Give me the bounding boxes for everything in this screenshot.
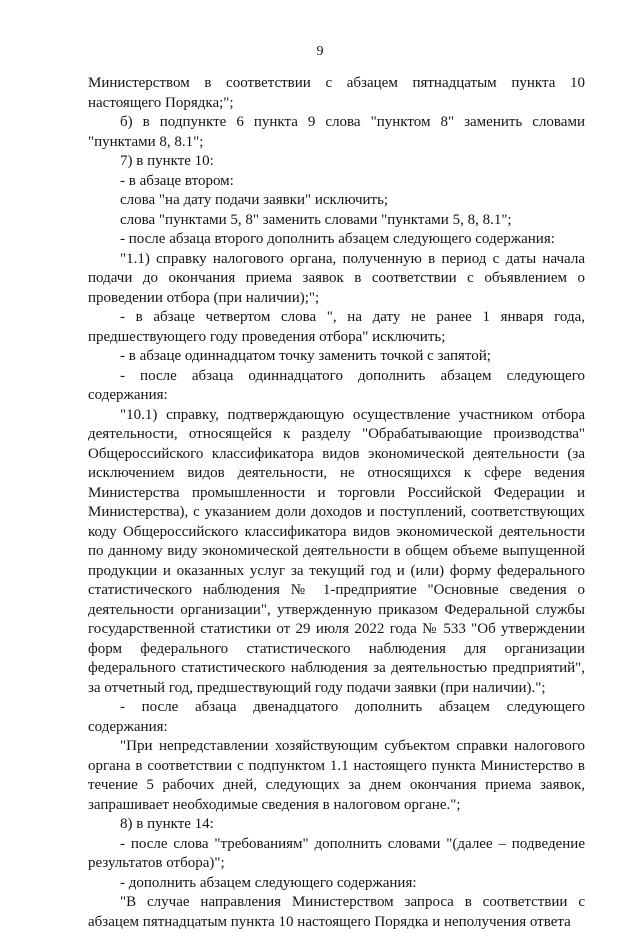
paragraph: - после абзаца двенадцатого дополнить абзацем следующего содержания: [88,699,585,735]
paragraph: Министерством в соответствии с абзацем пятнадцатым пункта 10 настоящего Порядка;"; [88,75,585,111]
page-number: 9 [316,44,324,59]
paragraph: слова "на дату подачи заявки" исключить; [120,192,389,208]
paragraph: "В случае направления Министерством запроса в соответствии с абзацем пятнадцатым пункта 10 настоящего Порядка и неполучения ответа [88,894,585,930]
paragraph: 7) в пункте 10: [120,153,214,169]
paragraph: - после слова "требованиям" дополнить словами "(далее – подведение результатов отбора)"; [88,835,585,871]
paragraph: - дополнить абзацем следующего содержания: [120,874,417,891]
paragraph: - в абзаце одиннадцатом точку заменить точкой с запятой; [120,348,491,364]
paragraph: - в абзаце четвертом слова ", на дату не ранее 1 января года, предшествующего году проведения отбора" исключить; [88,309,585,345]
document-body [88,74,585,932]
paragraph: "При непредставлении хозяйствующим субъектом справки налогового органа в соответствии с подпунктом 1.1 настоящего пункта Министерство в течение 5 рабочих дней, следующих за днем окончания приема заявок, запрашивает необходимые сведения в налоговом органе."; [88,738,585,813]
paragraph: 8) в пункте 14: [120,816,214,832]
paragraph: слова "пунктами 5, 8" заменить словами "пунктами 5, 8, 8.1"; [120,211,512,228]
paragraph: "1.1) справку налогового органа, полученную в период с даты начала подачи до окончания приема заявок в соответствии с объявлением о проведении отбора (при наличии);"; [88,250,585,306]
paragraph: - после абзаца второго дополнить абзацем следующего содержания: [120,231,555,247]
paragraph: "10.1) справку, подтверждающую осуществление участником отбора деятельности, относящейся к разделу "Обрабатывающие производства" Общероссийского классификатора видов экономической деятельности (за исключением видов деятельности, не относящихся к сфере ведения Министерства промышленности и торговли Российской Федерации и Министерства), с указанием доли доходов и поступлений, соответствующих коду Общероссийского классификатора видов экономической деятельности по данному виду экономической деятельности в общем объеме выпущенной продукции и оказанных услуг за текущий год и (или) форму федерального статистического наблюдения № 1-предприятие "Основные сведения о деятельности организации", утвержденную приказом Федеральной службы государственной статистики от 29 июля 2022 года № 533 "Об утверждении форм федерального статистического наблюдения для организации федерального статистического наблюдения за деятельностью предприятий", за отчетный год, предшествующий году подачи заявки (при наличии)."; [88,406,585,696]
paragraph: - после абзаца одиннадцатого дополнить абзацем следующего содержания: [88,367,585,403]
paragraph: - в абзаце втором: [120,172,234,189]
paragraph: б) в подпункте 6 пункта 9 слова "пунктом 8" заменить словами "пунктами 8, 8.1"; [88,114,585,150]
